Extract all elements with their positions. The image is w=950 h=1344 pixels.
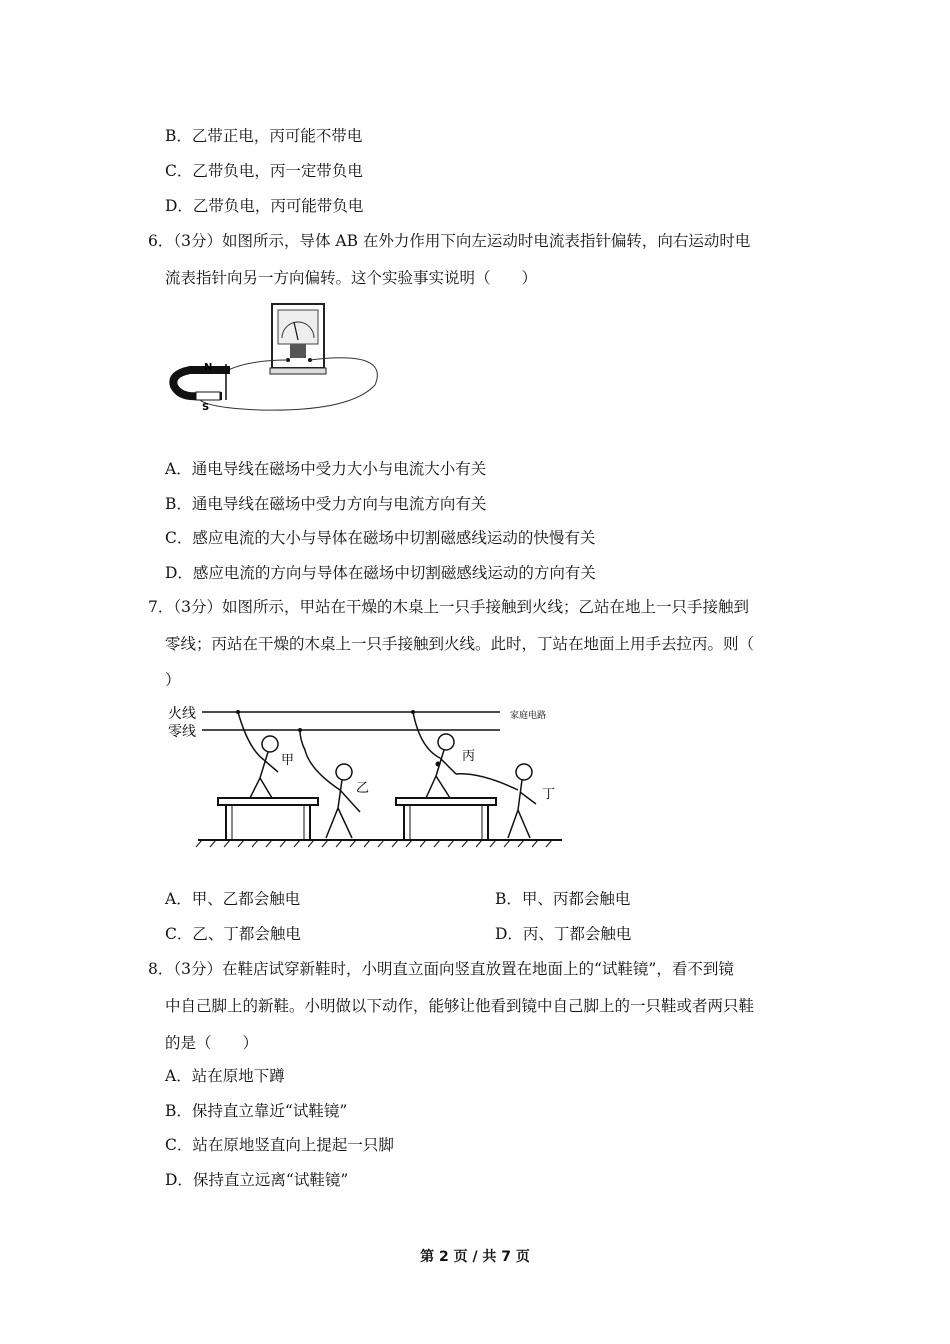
q7-option-b: B．甲、丙都会触电 bbox=[495, 890, 631, 908]
q5-option-d: D．乙带负电，丙可能带负电 bbox=[165, 197, 364, 215]
q8-option-a: A．站在原地下蹲 bbox=[165, 1067, 285, 1085]
q8-stem-line3: 的是（ ） bbox=[165, 1034, 259, 1052]
q7-person-bing-label: 丙 bbox=[462, 749, 476, 764]
q7-stem-line2: 零线；丙站在干燥的木桌上一只手接触到火线。此时，丁站在地面上用手去拉丙。则（ bbox=[165, 635, 755, 653]
q6-stem-line1: 6．（3分）如图所示，导体 AB 在外力作用下向左运动时电流表指针偏转，向右运动时电 bbox=[148, 232, 751, 250]
q6-magnet-s-label: S bbox=[202, 402, 210, 413]
q7-stem-line1: 7．（3分）如图所示，甲站在干燥的木桌上一只手接触到火线；乙站在地上一只手接触到 bbox=[148, 598, 749, 616]
q7-live-wire-label: 火线 bbox=[168, 706, 196, 722]
q5-option-b: B．乙带正电，丙可能不带电 bbox=[165, 127, 363, 145]
q8-stem-line2: 中自己脚上的新鞋。小明做以下动作，能够让他看到镜中自己脚上的一只鞋或者两只鞋 bbox=[165, 997, 755, 1015]
q7-person-ding-label: 丁 bbox=[542, 787, 556, 802]
q6-option-a: A．通电导线在磁场中受力大小与电流大小有关 bbox=[165, 460, 487, 478]
q7-figure-electrocution-scene bbox=[160, 700, 570, 855]
q6-option-b: B．通电导线在磁场中受力方向与电流方向有关 bbox=[165, 495, 487, 513]
q7-circuit-label: 家庭电路 bbox=[510, 711, 547, 721]
q6-option-c: C．感应电流的大小与导体在磁场中切割磁感线运动的快慢有关 bbox=[165, 529, 596, 547]
q8-option-b: B．保持直立靠近“试鞋镜” bbox=[165, 1102, 348, 1120]
q7-option-c: C．乙、丁都会触电 bbox=[165, 925, 301, 943]
q7-person-jia-label: 甲 bbox=[281, 753, 295, 768]
q7-option-d: D．丙、丁都会触电 bbox=[495, 925, 632, 943]
q8-option-c: C．站在原地竖直向上提起一只脚 bbox=[165, 1136, 394, 1154]
q7-neutral-wire-label: 零线 bbox=[168, 724, 196, 740]
q7-stem-line3: ） bbox=[165, 671, 181, 689]
page-footer: 第 2 页 / 共 7 页 bbox=[420, 1249, 530, 1265]
q8-stem-line1: 8．（3分）在鞋店试穿新鞋时，小明直立面向竖直放置在地面上的“试鞋镜”，看不到镜 bbox=[148, 960, 734, 978]
q6-figure-induction-apparatus bbox=[160, 300, 410, 420]
q6-option-d: D．感应电流的方向与导体在磁场中切割磁感线运动的方向有关 bbox=[165, 564, 596, 582]
q6-magnet-n-label: N bbox=[204, 362, 213, 373]
q6-stem-line2: 流表指针向另一方向偏转。这个实验事实说明（ ） bbox=[165, 269, 538, 287]
q5-option-c: C．乙带负电，丙一定带负电 bbox=[165, 162, 363, 180]
q8-option-d: D．保持直立远离“试鞋镜” bbox=[165, 1171, 349, 1189]
q7-person-yi-label: 乙 bbox=[356, 781, 370, 796]
q7-option-a: A．甲、乙都会触电 bbox=[165, 890, 301, 908]
